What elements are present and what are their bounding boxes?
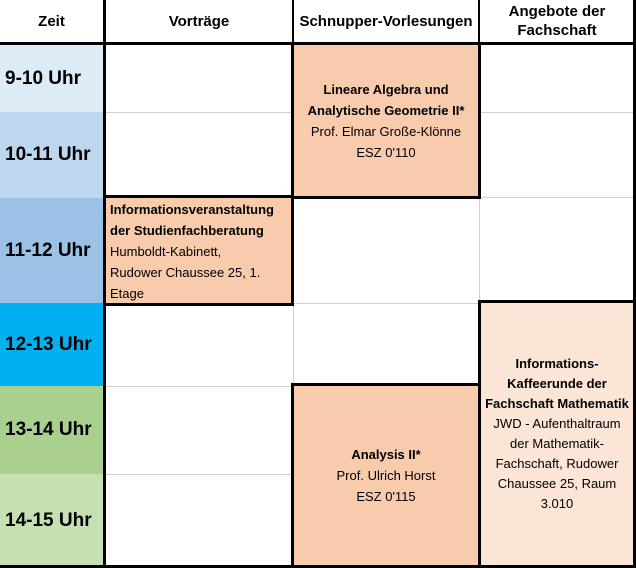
time-slot-14-15 — [0, 474, 103, 568]
event-lineare-algebra — [291, 42, 481, 199]
event-room: ESZ 0'115 — [356, 489, 416, 504]
grid-line — [106, 386, 293, 387]
event-location-line: Humboldt-Kabinett, — [110, 244, 222, 259]
event-analysis — [291, 383, 481, 568]
event-informations-kaffeerunde — [478, 300, 636, 568]
time-slot-label: 9-10 Uhr — [5, 67, 82, 89]
event-title-line: der Studienfachberatung — [110, 223, 264, 238]
event-title-line: Informationsveranstaltung — [110, 202, 274, 217]
grid-line — [481, 197, 633, 198]
event-title-line: Analysis II* — [351, 447, 421, 462]
grid-line — [479, 198, 480, 303]
event-title-line: Lineare Algebra und — [323, 81, 449, 97]
time-slot-label: 11-12 Uhr — [5, 239, 91, 261]
event-room: ESZ 0'110 — [356, 144, 416, 160]
grid-line — [106, 112, 293, 113]
time-slot-label: 13-14 Uhr — [5, 419, 92, 440]
event-title-line: Analytische Geometrie II* — [307, 102, 465, 118]
event-title-line: Kaffeerunde der — [507, 376, 607, 391]
time-slot-9-10 — [0, 45, 103, 112]
grid-line — [481, 112, 633, 113]
column-header-label: Zeit — [38, 12, 65, 30]
event-location-line: der Mathematik- — [510, 436, 604, 451]
column-header-angebote-der-fachschaft — [481, 0, 633, 42]
grid-line — [294, 303, 478, 304]
header-divider — [478, 0, 480, 42]
column-header-vortraege — [106, 0, 292, 42]
column-header-schnupper-vorlesungen — [294, 0, 478, 42]
event-title-line: Informations- — [515, 356, 599, 371]
time-slot-label: 14-15 Uhr — [5, 510, 92, 531]
column-header-zeit — [0, 0, 103, 42]
time-slot-10-11 — [0, 112, 103, 198]
event-speaker: Prof. Elmar Große-Klönne — [310, 123, 462, 139]
event-location-line: Etage — [110, 286, 144, 301]
header-divider — [292, 0, 294, 42]
event-title-line: Fachschaft Mathematik — [485, 396, 629, 411]
event-informationsveranstaltung — [103, 195, 294, 306]
column-header-label: Angebote der Fachschaft — [508, 3, 606, 39]
time-slot-11-12 — [0, 198, 103, 303]
time-slot-label: 12-13 Uhr — [5, 333, 92, 355]
time-slot-12-13 — [0, 303, 103, 386]
column-header-label: Schnupper-Vorlesungen — [299, 12, 473, 30]
event-location-line: JWD - Aufenthaltraum — [493, 416, 621, 431]
event-location-line: Chaussee 25, Raum — [497, 476, 617, 491]
time-slot-13-14 — [0, 386, 103, 474]
time-slot-label: 10-11 Uhr — [5, 144, 91, 165]
grid-line — [293, 303, 294, 386]
event-location-line: Rudower Chaussee 25, 1. — [110, 265, 261, 280]
event-location-line: 3.010 — [540, 496, 574, 511]
grid-line — [106, 474, 293, 475]
column-header-label: Vorträge — [168, 12, 230, 30]
event-speaker: Prof. Ulrich Horst — [336, 468, 436, 483]
event-location-line: Fachschaft, Rudower — [495, 456, 619, 471]
